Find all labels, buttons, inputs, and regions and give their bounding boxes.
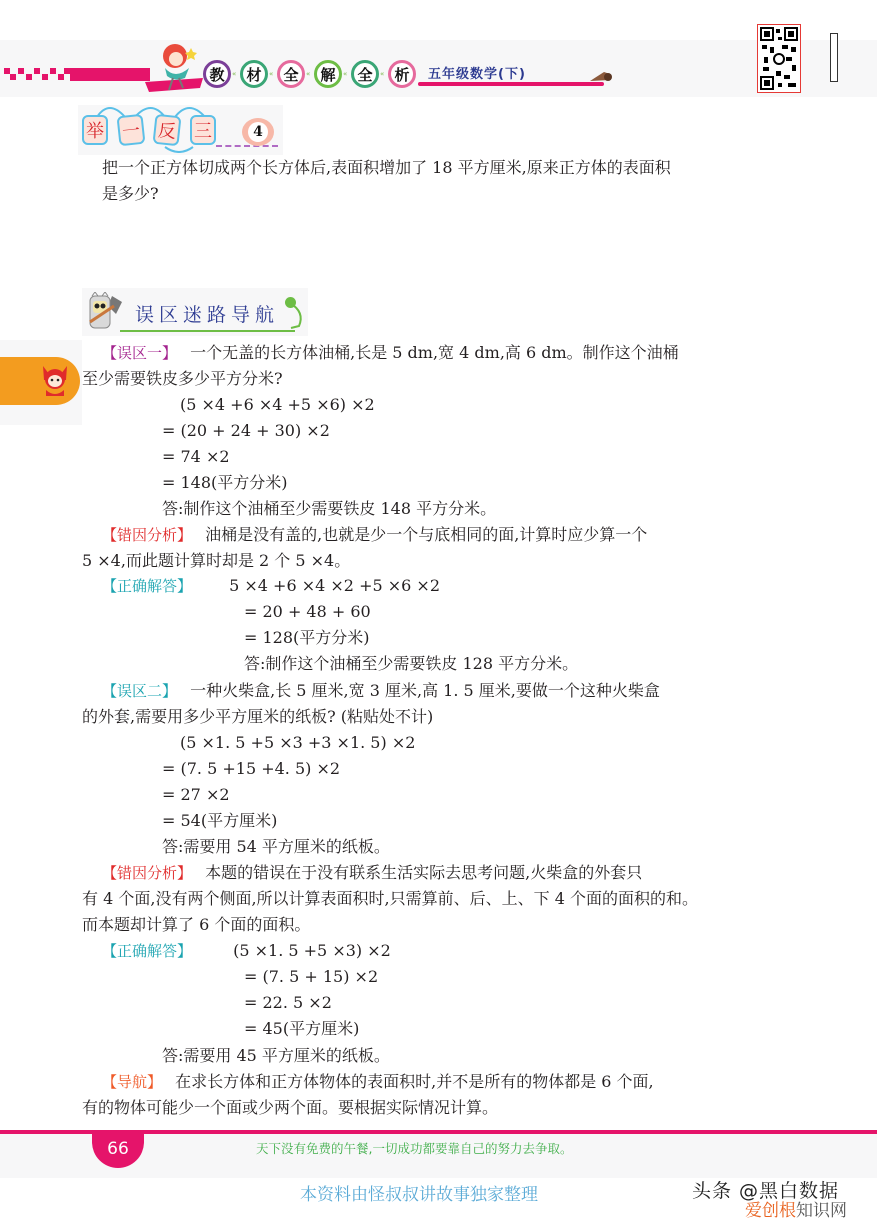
mistake-2-correct	[102, 938, 800, 964]
problem-text: 的外套,需要用多少平方厘米的纸板? (粘贴处不计)	[82, 707, 434, 726]
analysis-text: 5 ×4,而此题计算时却是 2 个 5 ×4。	[82, 551, 351, 570]
footer-motto: 天下没有免费的午餐,一切成功都要靠自己的努力去争取。	[256, 1141, 573, 1156]
practice-question	[102, 155, 800, 207]
calc-step: = (20 + 24 + 30) ×2	[162, 421, 330, 440]
mistake-1-correct	[102, 573, 800, 599]
answer-text: 答:制作这个油桶至少需要铁皮 128 平方分米。	[244, 654, 579, 673]
title-char-6: 析	[388, 60, 416, 88]
calc-step: = 27 ×2	[162, 785, 230, 804]
practice-label-char-3: 反	[153, 114, 182, 147]
title-separator: «	[343, 70, 348, 78]
mistake-1-tag: 【误区一】	[102, 344, 178, 362]
qr-code[interactable]	[757, 24, 801, 93]
practice-dashed-line	[216, 145, 278, 147]
mistake-2-tag: 【误区二】	[102, 682, 178, 700]
qr-side-label	[830, 33, 838, 82]
guide-tag: 【导航】	[102, 1073, 163, 1091]
correct-tag: 【正确解答】	[102, 577, 193, 595]
problem-text: 至少需要铁皮多少平方分米?	[82, 369, 283, 388]
fox-mascot-icon	[40, 362, 70, 400]
analysis-text: 本题的错误在于没有联系生活实际去思考问题,火柴盒的外套只	[205, 863, 643, 882]
title-char-2: 材	[240, 60, 268, 88]
problem-text: 一种火柴盒,长 5 厘米,宽 3 厘米,高 1. 5 厘米,要做一个这种火柴盒	[190, 681, 660, 700]
title-separator: «	[269, 70, 274, 78]
analysis-text: 油桶是没有盖的,也就是少一个与底相同的面,计算时应少算一个	[205, 525, 648, 544]
calc-step: 5 ×4 +6 ×4 ×2 +5 ×6 ×2	[229, 576, 440, 595]
mistake-nav-dot	[285, 297, 296, 308]
title-char-3: 全	[277, 60, 305, 88]
correct-tag: 【正确解答】	[102, 942, 193, 960]
mistake-1-analysis	[102, 522, 800, 548]
calc-step: = 20 + 48 + 60	[244, 602, 371, 621]
practice-label-char-1: 举	[82, 115, 108, 145]
practice-number: 4	[248, 122, 268, 142]
question-line: 是多少?	[102, 184, 159, 203]
title-char-5: 全	[351, 60, 379, 88]
answer-text: 答:需要用 54 平方厘米的纸板。	[162, 837, 390, 856]
mistake-nav-title: 误区迷路导航	[135, 304, 280, 326]
watermark-orange-text: 爱创根	[745, 1201, 796, 1221]
calc-step: = (7. 5 + 15) ×2	[244, 967, 379, 986]
answer-text: 答:需要用 45 平方厘米的纸板。	[162, 1046, 390, 1065]
mistake-2-problem	[102, 678, 800, 704]
mistake-nav-underline	[120, 327, 295, 332]
guide-text: 有的物体可能少一个面或少两个面。要根据实际情况计算。	[82, 1098, 499, 1117]
robot-shovel-mascot-icon	[86, 292, 124, 332]
header-pink-stripe	[70, 68, 150, 81]
guide-text: 在求长方体和正方体物体的表面积时,并不是所有的物体都是 6 个面,	[175, 1072, 654, 1091]
calc-step: = 74 ×2	[162, 447, 230, 466]
calc-step: (5 ×1. 5 +5 ×3) ×2	[233, 941, 391, 960]
title-char-4: 解	[314, 60, 342, 88]
grade-underline	[418, 82, 604, 86]
pencil-tip-icon	[590, 70, 612, 82]
analysis-text: 有 4 个面,没有两个侧面,所以计算表面积时,只需算前、后、上、下 4 个面的面积的和。	[82, 889, 698, 908]
title-separator: «	[306, 70, 311, 78]
practice-number-badge	[242, 118, 274, 146]
watermark-site	[745, 1196, 847, 1221]
credit-text: 本资料由怪叔叔讲故事独家整理	[300, 1185, 538, 1205]
calc-step: = 22. 5 ×2	[244, 993, 332, 1012]
practice-label-char-4: 三	[190, 115, 216, 145]
analysis-tag: 【错因分析】	[102, 526, 193, 544]
practice-label-char-2: 一	[117, 114, 146, 147]
calc-step: = (7. 5 +15 +4. 5) ×2	[162, 759, 341, 778]
header-checker-decoration	[4, 68, 70, 81]
qr-code-icon	[758, 25, 800, 92]
calc-step: = 128(平方分米)	[244, 628, 370, 647]
title-char-1: 教	[203, 60, 231, 88]
calc-step: (5 ×4 +6 ×4 +5 ×6) ×2	[180, 395, 375, 414]
analysis-text: 而本题却计算了 6 个面的面积。	[82, 915, 311, 934]
calc-step: = 45(平方厘米)	[244, 1019, 360, 1038]
calc-step: = 148(平方分米)	[162, 473, 288, 492]
girl-mascot-icon	[145, 40, 205, 96]
page-number: 66	[92, 1130, 144, 1168]
calc-step: (5 ×1. 5 +5 ×3 +3 ×1. 5) ×2	[180, 733, 416, 752]
mistake-1-problem	[102, 340, 800, 366]
watermark-toutiao: 头条 @黑白数据	[692, 1180, 840, 1202]
watermark-gray-text: 知识网	[796, 1201, 847, 1221]
analysis-tag: 【错因分析】	[102, 864, 193, 882]
title-separator: «	[232, 70, 237, 78]
title-separator: «	[380, 70, 385, 78]
calc-step: = 54(平方厘米)	[162, 811, 278, 830]
guide	[102, 1069, 800, 1095]
mistake-2-analysis	[102, 860, 800, 886]
answer-text: 答:制作这个油桶至少需要铁皮 148 平方分米。	[162, 499, 497, 518]
grade-label: 五年级数学(下)	[428, 67, 526, 82]
question-line: 把一个正方体切成两个长方体后,表面积增加了 18 平方厘米,原来正方体的表面积	[102, 158, 671, 177]
problem-text: 一个无盖的长方体油桶,长是 5 dm,宽 4 dm,高 6 dm。制作这个油桶	[190, 343, 679, 362]
